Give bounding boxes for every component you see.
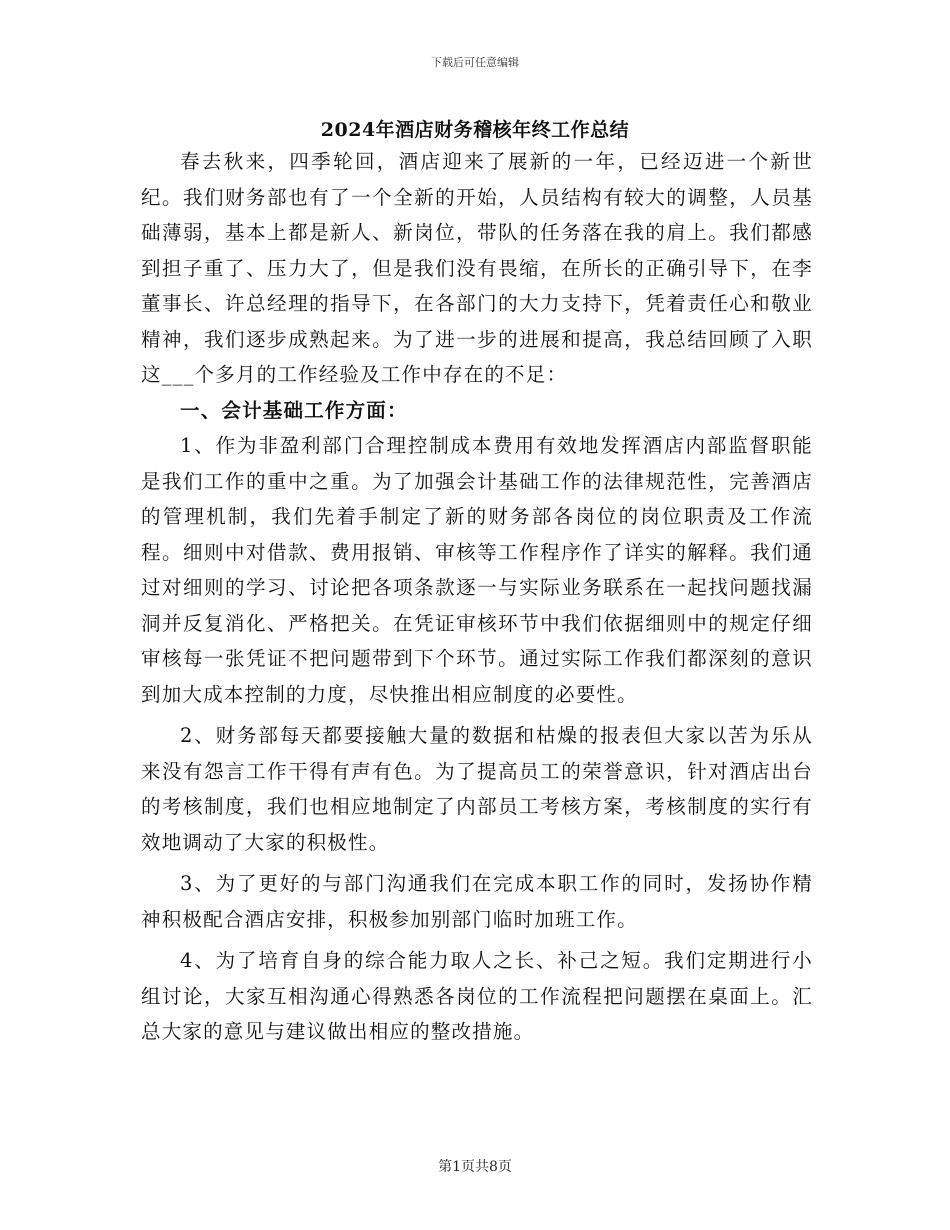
page-footer: 第1页共8页 — [438, 1159, 512, 1175]
paragraph-2: 2、财务部每天都要接触大量的数据和枯燥的报表但大家以苦为乐从来没有怨言工作干得有声有色。为了提高员工的荣誉意识，针对酒店出台的考核制度，我们也相应地制定了内部员工考核方案，考核制度的实行有效地调动了大家的积极性。 — [141, 724, 813, 854]
intro-paragraph: 春去秋来，四季轮回，酒店迎来了展新的一年，已经迈进一个新世纪。我们财务部也有了一个全新的开始，人员结构有较大的调整，人员基础薄弱，基本上都是新人、新岗位，带队的任务落在我的肩上。我们都感到担子重了、压力大了，但是我们没有畏缩，在所长的正确引导下，在李董事长、许总经理的指导下，在各部门的大力支持下，凭着责任心和敬业精神，我们逐步成熟起来。为了进一步的进展和提高，我总结回顾了入职这___个多月的工作经验及工作中存在的不足： — [141, 150, 813, 386]
header-note: 下载后可任意编辑 — [431, 56, 519, 69]
document-body — [141, 144, 813, 1050]
section-heading: 一、会计基础工作方面： — [180, 398, 408, 422]
paragraph-1: 1、作为非盈利部门合理控制成本费用有效地发挥酒店内部监督职能是我们工作的重中之重。为了加强会计基础工作的法律规范性，完善酒店的管理机制，我们先着手制定了新的财务部各岗位的岗位职责及工作流程。细则中对借款、费用报销、审核等工作程序作了详实的解释。我们通过对细则的学习、讨论把各项条款逐一与实际业务联系在一起找问题找漏洞并反复消化、严格把关。在凭证审核环节中我们依据细则中的规定仔细审核每一张凭证不把问题带到下个环节。通过实际工作我们都深刻的意识到加大成本控制的力度，尽快推出相应制度的必要性。 — [141, 434, 813, 706]
document-title: 2024年酒店财务稽核年终工作总结 — [320, 119, 630, 141]
paragraph-3: 3、为了更好的与部门沟通我们在完成本职工作的同时，发扬协作精神积极配合酒店安排，积极参加别部门临时加班工作。 — [141, 872, 813, 931]
paragraph-4: 4、为了培育自身的综合能力取人之长、补己之短。我们定期进行小组讨论，大家互相沟通心得熟悉各岗位的工作流程把问题摆在桌面上。汇总大家的意见与建议做出相应的整改措施。 — [141, 949, 813, 1043]
